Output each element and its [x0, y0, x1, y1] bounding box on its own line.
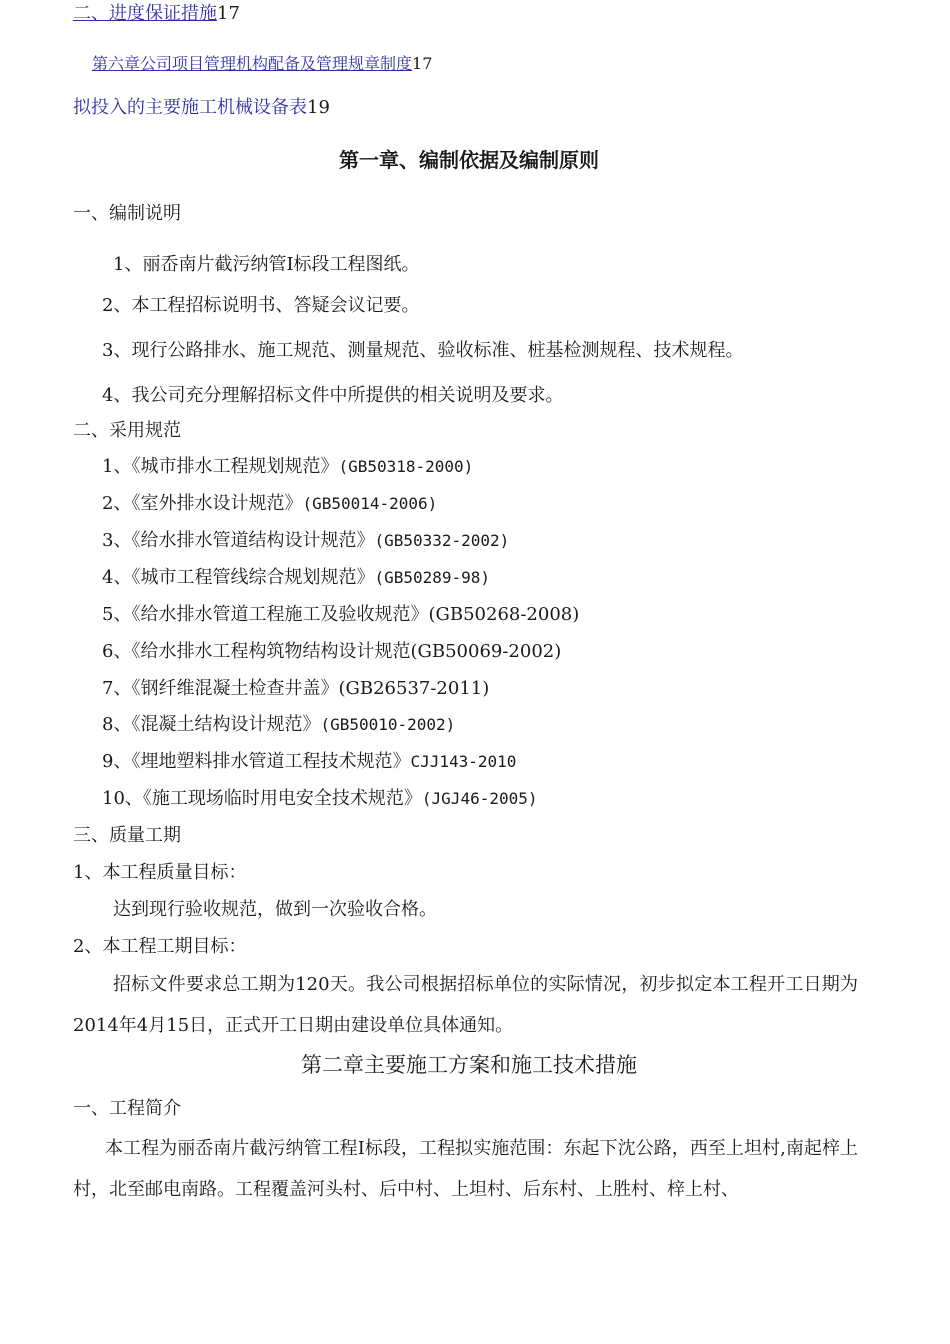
- subsection-heading: 2、本工程工期目标：: [73, 936, 247, 957]
- toc-page: 17: [412, 54, 433, 73]
- standard-item: [102, 713, 455, 737]
- standard-item: [102, 455, 473, 479]
- standard-item: [102, 603, 579, 627]
- standard-name: 《混凝土结构设计规范》: [131, 714, 321, 735]
- standard-code: (GB50318-2000): [338, 457, 474, 476]
- standard-item: [102, 787, 538, 811]
- toc-entry[interactable]: [92, 52, 432, 76]
- standard-item: [102, 566, 490, 590]
- standard-name: 《埋地塑料排水管道工程技术规范》: [131, 751, 411, 772]
- standard-name: 《室外排水设计规范》: [131, 493, 303, 514]
- item-number: 1、: [102, 456, 132, 477]
- paragraph: 达到现行验收规范，做到一次验收合格。: [113, 899, 437, 920]
- standard-code: (GB50014-2006): [302, 494, 438, 513]
- toc-page: 17: [217, 3, 240, 24]
- standard-code: (GB50069-2002): [410, 641, 562, 662]
- item-number: 10、: [102, 788, 143, 809]
- standard-code: CJJ143-2010: [410, 752, 517, 771]
- item-number: 9、: [102, 751, 132, 772]
- standard-code: (GB50332-2002): [374, 531, 510, 550]
- section-heading: 二、采用规范: [73, 420, 181, 441]
- toc-page: 19: [307, 97, 330, 118]
- standard-item: [102, 750, 516, 774]
- toc-entry[interactable]: [73, 96, 330, 120]
- list-item: 1、丽岙南片截污纳管Ⅰ标段工程图纸。: [113, 254, 420, 275]
- standard-item: [102, 492, 437, 516]
- subsection-heading: 1、本工程质量目标：: [73, 862, 247, 883]
- list-item: 2、本工程招标说明书、答疑会议记要。: [102, 295, 420, 316]
- standard-name: 《施工现场临时用电安全技术规范》: [142, 788, 422, 809]
- standard-item: [102, 677, 489, 701]
- chapter-title: 第一章、编制依据及编制原则: [339, 148, 599, 172]
- list-item: 3、现行公路排水、施工规范、测量规范、验收标准、桩基检测规程、技术规程。: [102, 340, 744, 361]
- toc-title: 第六章公司项目管理机构配备及管理规章制度: [92, 54, 413, 73]
- item-number: 6、: [102, 641, 132, 662]
- standard-name: 《给水排水管道结构设计规范》: [131, 530, 375, 551]
- section-heading: 一、工程简介: [73, 1098, 181, 1119]
- standard-name: 《城市排水工程规划规范》: [131, 456, 339, 477]
- paragraph: 本工程为丽岙南片截污纳管工程Ⅰ标段，工程拟实施范围：东起下沈公路，西至上坦村,南起梓上村，北至邮电南路。工程覆盖河头村、后中村、上坦村、后东村、上胜村、梓上村、: [73, 1138, 858, 1200]
- standard-name: 《城市工程管线综合规划规范》: [131, 567, 375, 588]
- paragraph: 招标文件要求总工期为120天。我公司根据招标单位的实际情况，初步拟定本工程开工日期为2014年4月15日，正式开工日期由建设单位具体通知。: [73, 974, 858, 1036]
- standard-name: 《给水排水工程构筑物结构设计规范: [131, 641, 411, 662]
- item-number: 3、: [102, 530, 132, 551]
- standard-code: (GB50268-2008): [428, 604, 580, 625]
- standard-name: 《钢纤维混凝土检查井盖》: [131, 678, 339, 699]
- standard-code: (JGJ46-2005): [421, 789, 538, 808]
- standard-item: [102, 529, 509, 553]
- list-item: 4、我公司充分理解招标文件中所提供的相关说明及要求。: [102, 385, 564, 406]
- chapter-title: 第二章主要施工方案和施工技术措施: [301, 1053, 637, 1077]
- item-number: 4、: [102, 567, 132, 588]
- toc-title: 二、进度保证措施: [73, 3, 217, 24]
- section-heading: 三、质量工期: [73, 825, 181, 846]
- standard-code: (GB26537-2011): [338, 678, 490, 699]
- toc-entry[interactable]: [73, 2, 240, 26]
- standard-name: 《给水排水管道工程施工及验收规范》: [131, 604, 429, 625]
- item-number: 5、: [102, 604, 132, 625]
- standard-code: (GB50289-98): [374, 568, 491, 587]
- item-number: 8、: [102, 714, 132, 735]
- standard-item: [102, 640, 561, 664]
- section-heading: 一、编制说明: [73, 203, 181, 224]
- item-number: 2、: [102, 493, 132, 514]
- standard-code: (GB50010-2002): [320, 715, 456, 734]
- toc-title: 拟投入的主要施工机械设备表: [73, 97, 307, 118]
- item-number: 7、: [102, 678, 132, 699]
